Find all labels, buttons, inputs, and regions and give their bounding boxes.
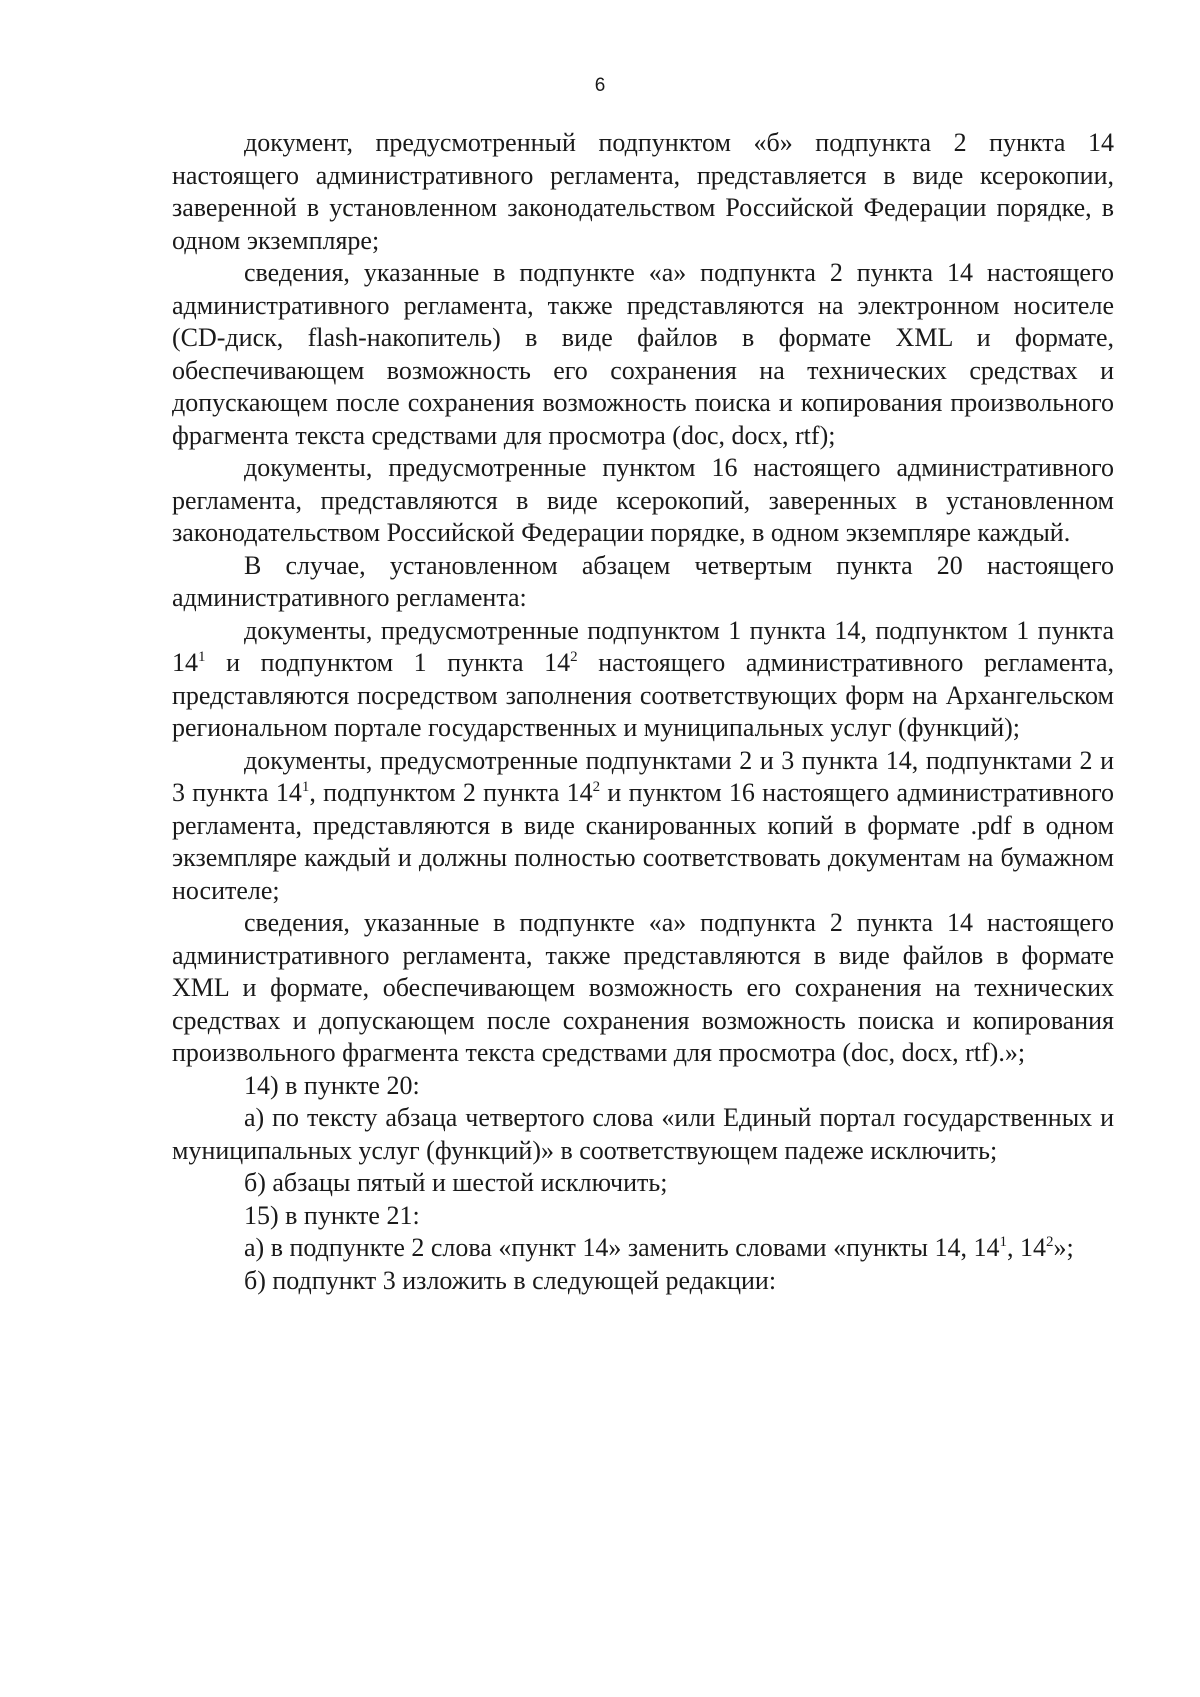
paragraph (172, 1070, 1114, 1103)
superscript: 2 (570, 649, 578, 665)
text-run: и пунктом 16 настоящего административного регламента, представляются в виде сканированных копий в формате .pdf в одном экземпляре каждый и должны полностью соответствовать документам на бумажном носителе; (172, 778, 1115, 905)
text-run: а) в подпункте 2 слова «пункт 14» заменить словами «пункты 14, 14 (244, 1233, 1000, 1262)
page-number: 6 (594, 75, 606, 96)
document-body (172, 127, 1114, 1297)
paragraph (172, 1265, 1114, 1298)
paragraph (172, 1102, 1114, 1167)
paragraph (172, 1167, 1114, 1200)
text-run: документ, предусмотренный подпунктом «б» подпункта 2 пункта 14 настоящего административного регламента, представляется в виде ксерокопии, заверенной в установленном законодательством Российской Федерации порядке, в одном экземпляре; (172, 128, 1114, 255)
paragraph (172, 127, 1114, 257)
paragraph (172, 1232, 1114, 1265)
text-run: сведения, указанные в подпункте «а» подпункта 2 пункта 14 настоящего административного регламента, также представляются на электронном носителе (CD-диск, flash-накопитель) в виде файлов в формате XML и формате, обеспечивающем возможность его сохранения на технических средствах и допускающем после сохранения возможность поиска и копирования произвольного фрагмента текста средствами для просмотра (doc, docx, rtf); (172, 258, 1114, 450)
text-run: 14) в пункте 20: (244, 1070, 420, 1100)
superscript: 1 (198, 649, 206, 665)
superscript: 1 (301, 779, 310, 795)
paragraph (172, 745, 1114, 908)
text-run: б) абзацы пятый и шестой исключить; (244, 1168, 668, 1197)
text-run: документы, предусмотренные пунктом 16 настоящего административного регламента, представляются в виде ксерокопий, заверенных в установленном законодательством Российской Федерации порядке, в одном экземпляре каждый. (172, 453, 1114, 547)
text-run: 15) в пункте 21: (244, 1200, 420, 1230)
superscript: 2 (592, 779, 601, 795)
paragraph (172, 257, 1114, 452)
paragraph (172, 550, 1114, 615)
text-run: , 14 (1007, 1233, 1047, 1262)
text-run: настоящего административного регламента, представляются посредством заполнения соответствующих форм на Архангельском региональном портале государственных и муниципальных услуг (функций); (172, 648, 1114, 742)
paragraph (172, 907, 1114, 1070)
superscript: 1 (999, 1234, 1008, 1250)
text-run: и подпунктом 1 пункта 14 (205, 648, 571, 677)
text-run: документы, предусмотренные подпунктом 1 пункта 14, подпунктом 1 пункта 14 (172, 615, 1114, 677)
text-run: , подпунктом 2 пункта 14 (309, 778, 593, 807)
superscript: 2 (1046, 1234, 1054, 1250)
text-run: »; (1053, 1233, 1074, 1262)
text-run: а) по тексту абзаца четвертого слова «или Единый портал государственных и муниципальных услуг (функций)» в соответствующем падеже исключить; (172, 1103, 1114, 1165)
paragraph (172, 615, 1114, 745)
text-run: В случае, установленном абзацем четвертым пункта 20 настоящего административного регламента: (172, 550, 1114, 612)
text-run: сведения, указанные в подпункте «а» подпункта 2 пункта 14 настоящего административного регламента, также представляются в виде файлов в формате XML и формате, обеспечивающем возможность его сохранения на технических средствах и допускающем после сохранения возможность поиска и копирования произвольного фрагмента текста средствами для просмотра (doc, docx, rtf).»; (172, 908, 1114, 1067)
text-run: б) подпункт 3 изложить в следующей редакции: (244, 1265, 777, 1295)
text-run: документы, предусмотренные подпунктами 2 и 3 пункта 14, подпунктами 2 и 3 пункта 14 (172, 745, 1114, 807)
paragraph (172, 452, 1114, 550)
paragraph (172, 1200, 1114, 1233)
